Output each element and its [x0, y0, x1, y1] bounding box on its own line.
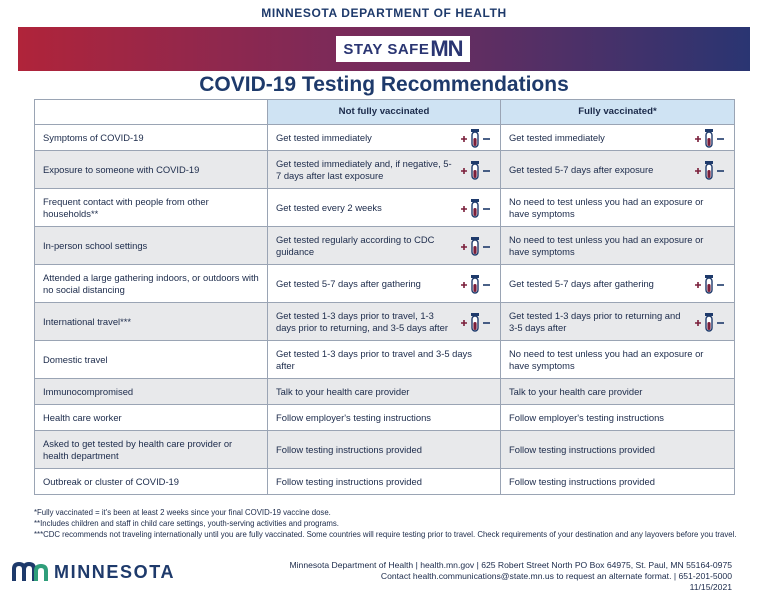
cell-not-vaccinated-text: Get tested 5-7 days after gathering	[276, 277, 421, 289]
header-fully-vaccinated: Fully vaccinated*	[501, 100, 735, 125]
row-scenario-label: Asked to get tested by health care provider or health department	[35, 431, 268, 469]
stay-safe-banner	[18, 27, 750, 71]
cell-fully-vaccinated	[501, 125, 735, 151]
row-scenario-label: Frequent contact with people from other households**	[35, 189, 268, 227]
row-scenario-label: Immunocompromised	[35, 379, 268, 405]
table-row	[35, 431, 735, 469]
cell-fully-vaccinated-text: No need to test unless you had an exposure or have symptoms	[509, 233, 704, 257]
cell-not-vaccinated	[268, 227, 501, 265]
row-scenario-label: Outbreak or cluster of COVID-19	[35, 469, 268, 495]
table-row	[35, 125, 735, 151]
cell-not-vaccinated	[268, 189, 501, 227]
cell-fully-vaccinated	[501, 405, 735, 431]
cell-fully-vaccinated	[501, 379, 735, 405]
test-tube-plus-minus-icon	[460, 198, 492, 218]
table-row	[35, 379, 735, 405]
cell-fully-vaccinated	[501, 303, 735, 341]
cell-fully-vaccinated-text: Follow testing instructions provided	[509, 475, 655, 487]
cell-fully-vaccinated-text: No need to test unless you had an exposure or have symptoms	[509, 195, 704, 219]
cell-fully-vaccinated-text: No need to test unless you had an exposure or have symptoms	[509, 347, 704, 371]
test-tube-plus-minus-icon	[694, 160, 726, 180]
cell-not-vaccinated	[268, 379, 501, 405]
logo-wordmark: MINNESOTA	[54, 561, 176, 582]
row-scenario-label: Exposure to someone with COVID-19	[35, 151, 268, 189]
test-tube-plus-minus-icon	[694, 128, 726, 148]
testing-table	[34, 99, 735, 495]
stay-safe-text: STAY SAFE	[343, 40, 430, 58]
cell-not-vaccinated	[268, 125, 501, 151]
footnote-2: **Includes children and staff in child care settings, youth-serving activities and programs.	[34, 519, 339, 528]
header-blank	[35, 100, 268, 125]
cell-fully-vaccinated	[501, 431, 735, 469]
row-scenario-label: Attended a large gathering indoors, or outdoors with no social distancing	[35, 265, 268, 303]
page-title: COVID-19 Testing Recommendations	[199, 73, 569, 96]
table-row	[35, 151, 735, 189]
cell-fully-vaccinated-text: Talk to your health care provider	[509, 385, 643, 397]
cell-not-vaccinated-text: Get tested 1-3 days prior to travel, 1-3 days prior to returning, and 3-5 days after	[276, 309, 448, 333]
footnotes	[34, 507, 738, 540]
minnesota-logo	[12, 561, 175, 583]
cell-not-vaccinated-text: Follow testing instructions provided	[276, 443, 422, 455]
footnote-3: ***CDC recommends not traveling internationally until you are fully vaccinated. Some countries will require testing prior to travel. Check requirements of your destination and any layovers before you travel.	[34, 530, 737, 539]
cell-not-vaccinated	[268, 469, 501, 495]
cell-not-vaccinated	[268, 265, 501, 303]
table-row	[35, 341, 735, 379]
table-header-row	[35, 100, 735, 125]
test-tube-plus-minus-icon	[460, 236, 492, 256]
cell-fully-vaccinated-text: Get tested 5-7 days after gathering	[509, 277, 654, 289]
cell-fully-vaccinated-text: Get tested immediately	[509, 131, 605, 143]
contact-info	[289, 560, 732, 591]
publish-date: 11/15/2021	[689, 582, 732, 591]
cell-fully-vaccinated	[501, 265, 735, 303]
cell-fully-vaccinated-text: Follow employer's testing instructions	[509, 411, 664, 423]
cell-not-vaccinated-text: Get tested regularly according to CDC guidance	[276, 233, 435, 257]
test-tube-plus-minus-icon	[694, 312, 726, 332]
contact-line-1: Minnesota Department of Health | health.mn.gov | 625 Robert Street North PO Box 64975, St. Paul, MN 55164-0975	[289, 560, 732, 570]
test-tube-plus-minus-icon	[460, 274, 492, 294]
cell-fully-vaccinated-text: Get tested 5-7 days after exposure	[509, 163, 654, 175]
cell-not-vaccinated-text: Get tested 1-3 days prior to travel and 3-5 days after	[276, 347, 472, 371]
stay-safe-mn: MN	[430, 36, 463, 61]
table-row	[35, 189, 735, 227]
mn-logo-icon	[12, 561, 48, 583]
header-not-vaccinated: Not fully vaccinated	[268, 100, 501, 125]
test-tube-plus-minus-icon	[460, 312, 492, 332]
cell-not-vaccinated-text: Get tested every 2 weeks	[276, 201, 382, 213]
row-scenario-label: Health care worker	[35, 405, 268, 431]
cell-fully-vaccinated	[501, 151, 735, 189]
cell-not-vaccinated	[268, 405, 501, 431]
footnote-1: *Fully vaccinated = it's been at least 2 weeks since your final COVID-19 vaccine dose.	[34, 508, 331, 517]
table-row	[35, 469, 735, 495]
row-scenario-label: Domestic travel	[35, 341, 268, 379]
test-tube-plus-minus-icon	[694, 274, 726, 294]
cell-fully-vaccinated-text: Follow testing instructions provided	[509, 443, 655, 455]
cell-fully-vaccinated	[501, 227, 735, 265]
cell-fully-vaccinated	[501, 341, 735, 379]
stay-safe-logo	[336, 36, 470, 62]
row-scenario-label: Symptoms of COVID-19	[35, 125, 268, 151]
cell-not-vaccinated	[268, 431, 501, 469]
table-row	[35, 405, 735, 431]
table-row	[35, 265, 735, 303]
cell-not-vaccinated-text: Get tested immediately and, if negative, 5-7 days after last exposure	[276, 157, 452, 181]
row-scenario-label: In-person school settings	[35, 227, 268, 265]
cell-not-vaccinated	[268, 341, 501, 379]
department-header: MINNESOTA DEPARTMENT OF HEALTH	[261, 6, 507, 20]
cell-fully-vaccinated	[501, 469, 735, 495]
cell-not-vaccinated-text: Talk to your health care provider	[276, 385, 410, 397]
cell-not-vaccinated-text: Follow employer's testing instructions	[276, 411, 431, 423]
cell-fully-vaccinated-text: Get tested 1-3 days prior to returning and 3-5 days after	[509, 309, 681, 333]
row-scenario-label: International travel***	[35, 303, 268, 341]
table-row	[35, 303, 735, 341]
cell-not-vaccinated	[268, 151, 501, 189]
cell-not-vaccinated-text: Follow testing instructions provided	[276, 475, 422, 487]
cell-fully-vaccinated	[501, 189, 735, 227]
test-tube-plus-minus-icon	[460, 128, 492, 148]
test-tube-plus-minus-icon	[460, 160, 492, 180]
cell-not-vaccinated	[268, 303, 501, 341]
cell-not-vaccinated-text: Get tested immediately	[276, 131, 372, 143]
contact-line-2: Contact health.communications@state.mn.us to request an alternate format. | 651-201-5000	[380, 571, 732, 581]
table-row	[35, 227, 735, 265]
